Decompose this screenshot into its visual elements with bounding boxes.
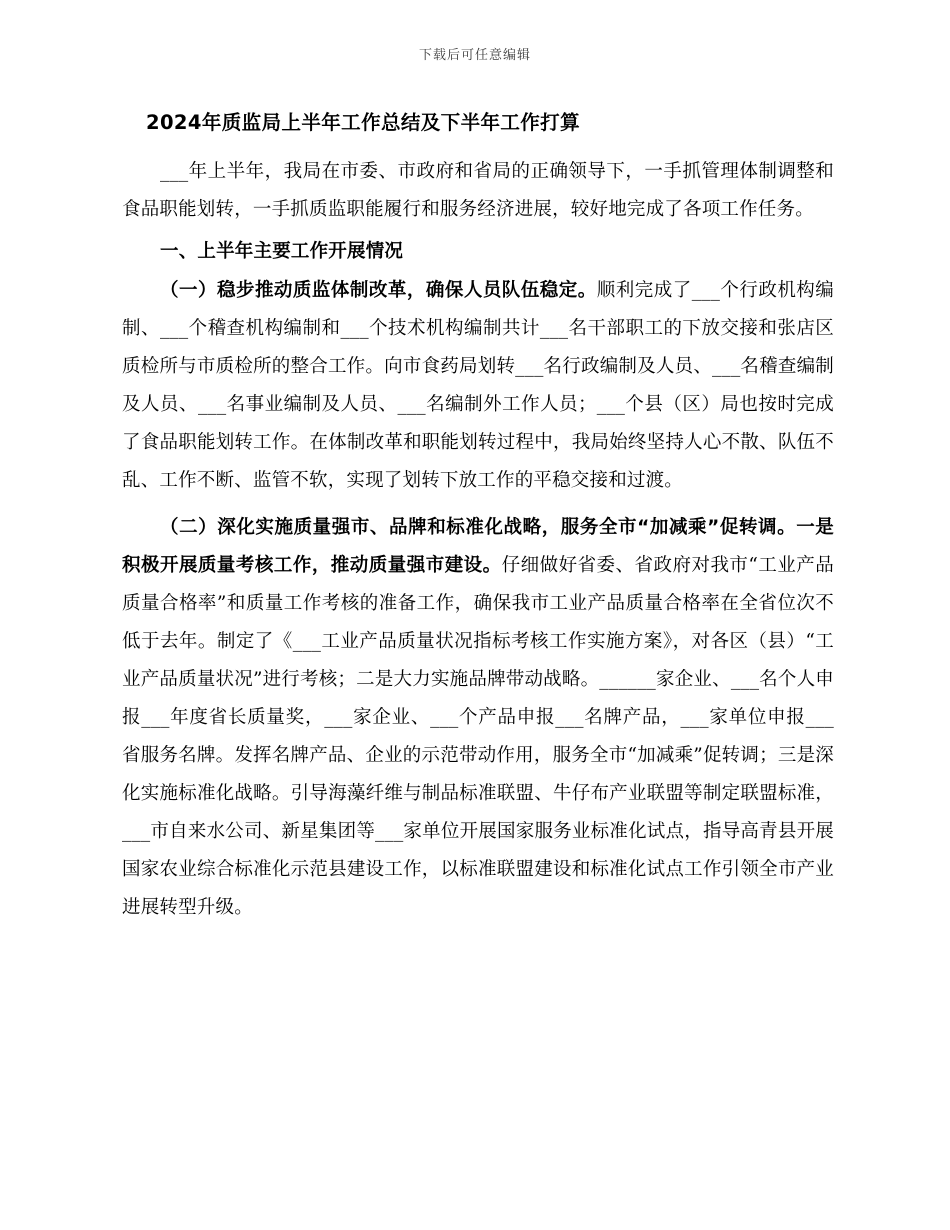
subsection-two-text: 仔细做好省委、省政府对我市“工业产品质量合格率”和质量工作考核的准备工作，确保我市工业产品质量合格率在全省位次不低于去年。制定了《___工业产品质量状况指标考核工作实施方案》，对各区（县）“工业产品质量状况”进行考核；二是大力实施品牌带动战略。______家企业、___名个人申报___年度省长质量奖，___家企业、___个产品申报___名牌产品，___家单位申报___省服务名牌。发挥名牌产品、企业的示范带动作用，服务全市“加减乘”促转调；三是深化实施标准化战略。引导海藻纤维与制品标准联盟、牛仔布产业联盟等制定联盟标准，___市自来水公司、新星集团等___家单位开展国家服务业标准化试点，指导高青县开展国家农业综合标准化示范县建设工作，以标准联盟建设和标准化试点工作引领全市产业进展转型升级。: [122, 555, 834, 919]
paragraph-spacer: [122, 501, 834, 509]
page-title: 2024年质监局上半年工作总结及下半年工作打算: [146, 111, 580, 134]
intro-text: ___年上半年，我局在市委、市政府和省局的正确领导下，一手抓管理体制调整和食品职能划转，一手抓质监职能履行和服务经济进展，较好地完成了各项工作任务。: [122, 161, 834, 221]
watermark-text: 下载后可任意编辑: [418, 47, 531, 62]
subsection-one-paragraph: [122, 272, 834, 500]
subsection-one-text: 顺利完成了___个行政机构编制、___个稽查机构编制和___个技术机构编制共计___名干部职工的下放交接和张店区质检所与市质检所的整合工作。向市食药局划转___名行政编制及人员、___名稽查编制及人员、___名事业编制及人员、___名编制外工作人员；___个县（区）局也按时完成了食品职能划转工作。在体制改革和职能划转过程中，我局始终坚持人心不散、队伍不乱、工作不断、监管不软，实现了划转下放工作的平稳交接和过渡。: [122, 280, 834, 492]
document-body: [122, 108, 834, 928]
subsection-two-paragraph: [122, 509, 834, 927]
subsection-two-lead: （二）深化实施质量强市、品牌和标准化战略，服务全市“加减乘”促转调。一是积极开展质量考核工作，推动质量强市建设。: [122, 517, 834, 577]
section-heading-one: 一、上半年主要工作开展情况: [160, 241, 404, 263]
intro-paragraph: [122, 153, 834, 229]
subsection-one-lead: （一）稳步推动质监体制改革，确保人员队伍稳定。: [160, 280, 597, 302]
